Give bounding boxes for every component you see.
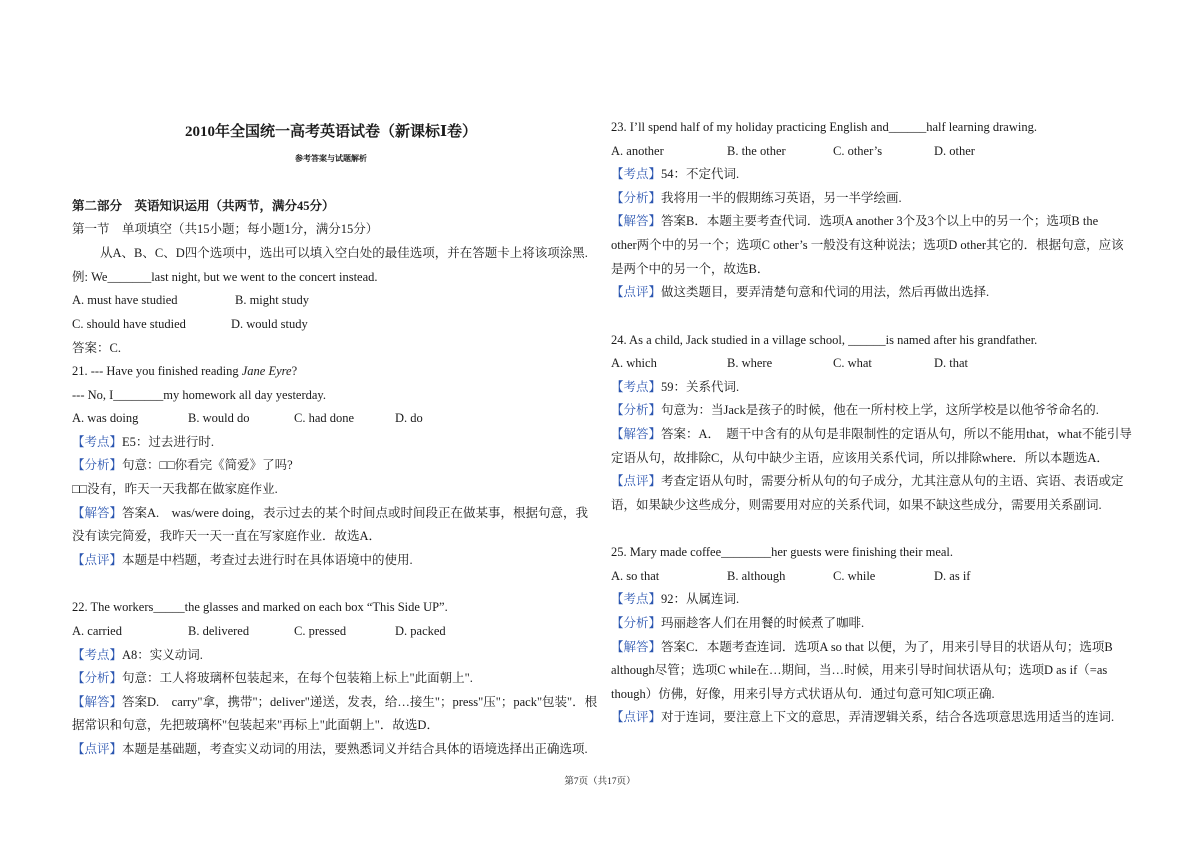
q24-dianping-line2: 语，如果缺少这些成分，则需要用对应的关系代词，如果不缺这些成分，需要用关系副词. [611, 498, 1102, 512]
q23-jieda: 【解答】答案B．本题主要考查代词．选项A another 3个及3个以上中的另一个；选项B the [611, 214, 1099, 228]
jieda-tag: 【解答】 [611, 640, 662, 654]
q21-stem: 21. --- Have you finished reading Jane Eyre? [72, 364, 298, 378]
q21-options [72, 410, 423, 426]
q24-option-a: A. which [611, 356, 657, 370]
q25-dianping: 【点评】对于连词，要注意上下文的意思，弄清逻辑关系，结合各选项意思选用适当的连词. [611, 710, 1115, 724]
fenxi-tag: 【分析】 [72, 671, 123, 685]
q23-jieda-line2: other两个中的另一个；选项C other’s 一般没有这种说法；选项D other其它的．根据句意，应该 [611, 238, 1124, 252]
q22-stem: 22. The workers_____the glasses and marked on each box “This Side UP”. [72, 600, 448, 614]
q23-jieda-line3: 是两个中的另一个，故选B． [611, 262, 770, 276]
dianping-tag: 【点评】 [72, 553, 123, 567]
q22-options [72, 623, 446, 639]
q22-kaodian: 【考点】A8：实义动词. [72, 648, 203, 662]
kaodian-tag: 【考点】 [72, 648, 123, 662]
q25-fenxi: 【分析】玛丽趁客人们在用餐的时候煮了咖啡. [611, 616, 865, 630]
q25-options [611, 568, 970, 584]
q24-options [611, 355, 968, 371]
jieda-tag: 【解答】 [72, 506, 123, 520]
q21-jieda: 【解答】答案A. was/were doing，表示过去的某个时间点或时间段正在做某事，根据句意，我 [72, 506, 588, 520]
example-options-cd [72, 316, 308, 332]
dianping-tag: 【点评】 [611, 285, 662, 299]
q21-book-title: Jane Eyre [241, 364, 292, 378]
q25-jieda-line3: though）仿佛，好像，用来引导方式状语从句．通过句意可知C项正确. [611, 687, 995, 701]
q24-dianping: 【点评】考查定语从句时，需要分析从句的句子成分，尤其注意从句的主语、宾语、表语或定 [611, 474, 1124, 488]
q21-option-a: A. was doing [72, 411, 139, 425]
q22-jieda: 【解答】答案D. carry"拿，携带"；deliver"递送，发表，给…接生"；press"压"；pack"包装"．根 [72, 695, 598, 709]
section-one-heading: 第一节 单项填空（共15小题；每小题1分，满分15分） [72, 222, 379, 236]
fenxi-tag: 【分析】 [611, 191, 662, 205]
fenxi-tag: 【分析】 [611, 616, 662, 630]
q21-fenxi-line2: □□没有，昨天一天我都在做家庭作业. [72, 482, 278, 496]
q21-option-b: B. would do [188, 411, 250, 425]
example-option-a: A. must have studied [72, 293, 178, 307]
kaodian-tag: 【考点】 [611, 380, 662, 394]
instructions: 从A、B、C、D四个选项中，选出可以填入空白处的最佳选项，并在答题卡上将该项涂黑. [100, 246, 588, 260]
q23-kaodian: 【考点】54：不定代词. [611, 167, 740, 181]
q21-kaodian: 【考点】E5：过去进行时. [72, 435, 215, 449]
q25-option-c: C. while [833, 569, 876, 583]
q24-kaodian: 【考点】59：关系代词. [611, 380, 740, 394]
page-number: 第7页（共17页） [564, 777, 636, 787]
section-heading: 第二部分 英语知识运用（共两节，满分45分） [72, 199, 335, 213]
q23-dianping: 【点评】做这类题目，要弄清楚句意和代词的用法，然后再做出选择. [611, 285, 990, 299]
example-answer: 答案：C. [72, 341, 121, 355]
q25-jieda: 【解答】答案C．本题考查连词．选项A so that 以便，为了，用来引导目的状语从句；选项B [611, 640, 1113, 654]
q24-jieda-line2: 定语从句，故排除C，从句中缺少主语，应该用关系代词，所以排除where．所以本题选A． [611, 451, 1109, 465]
q21-fenxi: 【分析】句意：□□你看完《简爱》了吗? [72, 458, 293, 472]
dianping-tag: 【点评】 [72, 742, 123, 756]
q24-option-d: D. that [934, 356, 969, 370]
q24-jieda: 【解答】答案：A． 题干中含有的从句是非限制性的定语从句，所以不能用that，what不能引导 [611, 427, 1132, 441]
kaodian-tag: 【考点】 [611, 592, 662, 606]
example-option-d: D. would study [231, 317, 308, 331]
fenxi-tag: 【分析】 [72, 458, 123, 472]
q24-stem: 24. As a child, Jack studied in a village school, ______is named after his grandfather. [611, 333, 1038, 347]
q23-stem: 23. I’ll spend half of my holiday practicing English and______half learning drawing. [611, 120, 1037, 134]
example-question: 例: We_______last night, but we went to the concert instead. [72, 270, 378, 284]
jieda-tag: 【解答】 [72, 695, 123, 709]
q21-option-d: D. do [395, 411, 423, 425]
q25-kaodian: 【考点】92：从属连词. [611, 592, 740, 606]
example-option-c: C. should have studied [72, 317, 186, 331]
q24-option-b: B. where [727, 356, 773, 370]
q21-dianping: 【点评】本题是中档题，考查过去进行时在具体语境中的使用. [72, 553, 413, 567]
q21-jieda-line2: 没有读完简爱，我昨天一天一直在写家庭作业．故选A． [72, 529, 382, 543]
dianping-tag: 【点评】 [611, 474, 662, 488]
kaodian-tag: 【考点】 [611, 167, 662, 181]
fenxi-tag: 【分析】 [611, 403, 662, 417]
q23-fenxi: 【分析】我将用一半的假期练习英语，另一半学绘画. [611, 191, 902, 205]
dianping-tag: 【点评】 [611, 710, 662, 724]
q22-option-c: C. pressed [294, 624, 347, 638]
q23-option-b: B. the other [727, 144, 786, 158]
jieda-tag: 【解答】 [611, 214, 662, 228]
example-option-b: B. might study [235, 293, 309, 307]
q22-jieda-line2: 据常识和句意，先把玻璃杯"包装起来"再标上"此面朝上"．故选D． [72, 718, 439, 732]
q23-option-d: D. other [934, 144, 975, 158]
q22-option-b: B. delivered [188, 624, 250, 638]
q25-option-b: B. although [727, 569, 786, 583]
q24-fenxi: 【分析】句意为：当Jack是孩子的时候，他在一所村校上学，这所学校是以他爷爷命名的. [611, 403, 1099, 417]
q25-stem: 25. Mary made coffee________her guests were finishing their meal. [611, 545, 954, 559]
q22-option-d: D. packed [395, 624, 446, 638]
q22-fenxi: 【分析】句意：工人将玻璃杯包装起来，在每个包装箱上标上"此面朝上". [72, 671, 473, 685]
page-subtitle: 参考答案与试题解析 [295, 154, 367, 163]
q24-option-c: C. what [833, 356, 872, 370]
page-title: 2010年全国统一高考英语试卷（新课标Ⅰ卷） [184, 124, 478, 140]
q22-dianping: 【点评】本题是基础题，考查实义动词的用法，要熟悉词义并结合具体的语境选择出正确选项. [72, 742, 588, 756]
q25-option-d: D. as if [934, 569, 971, 583]
example-options-ab [72, 292, 309, 308]
q23-option-c: C. other’s [833, 144, 883, 158]
q23-options [611, 143, 975, 159]
jieda-tag: 【解答】 [611, 427, 662, 441]
kaodian-tag: 【考点】 [72, 435, 123, 449]
q22-option-a: A. carried [72, 624, 122, 638]
q25-option-a: A. so that [611, 569, 660, 583]
q21-option-c: C. had done [294, 411, 355, 425]
q25-jieda-line2: although尽管；选项C while在…期间，当…时候，用来引导时间状语从句；选项D as if（=as [611, 663, 1108, 677]
q23-option-a: A. another [611, 144, 664, 158]
q21-stem-line2: --- No, I________my homework all day yesterday. [72, 388, 326, 402]
